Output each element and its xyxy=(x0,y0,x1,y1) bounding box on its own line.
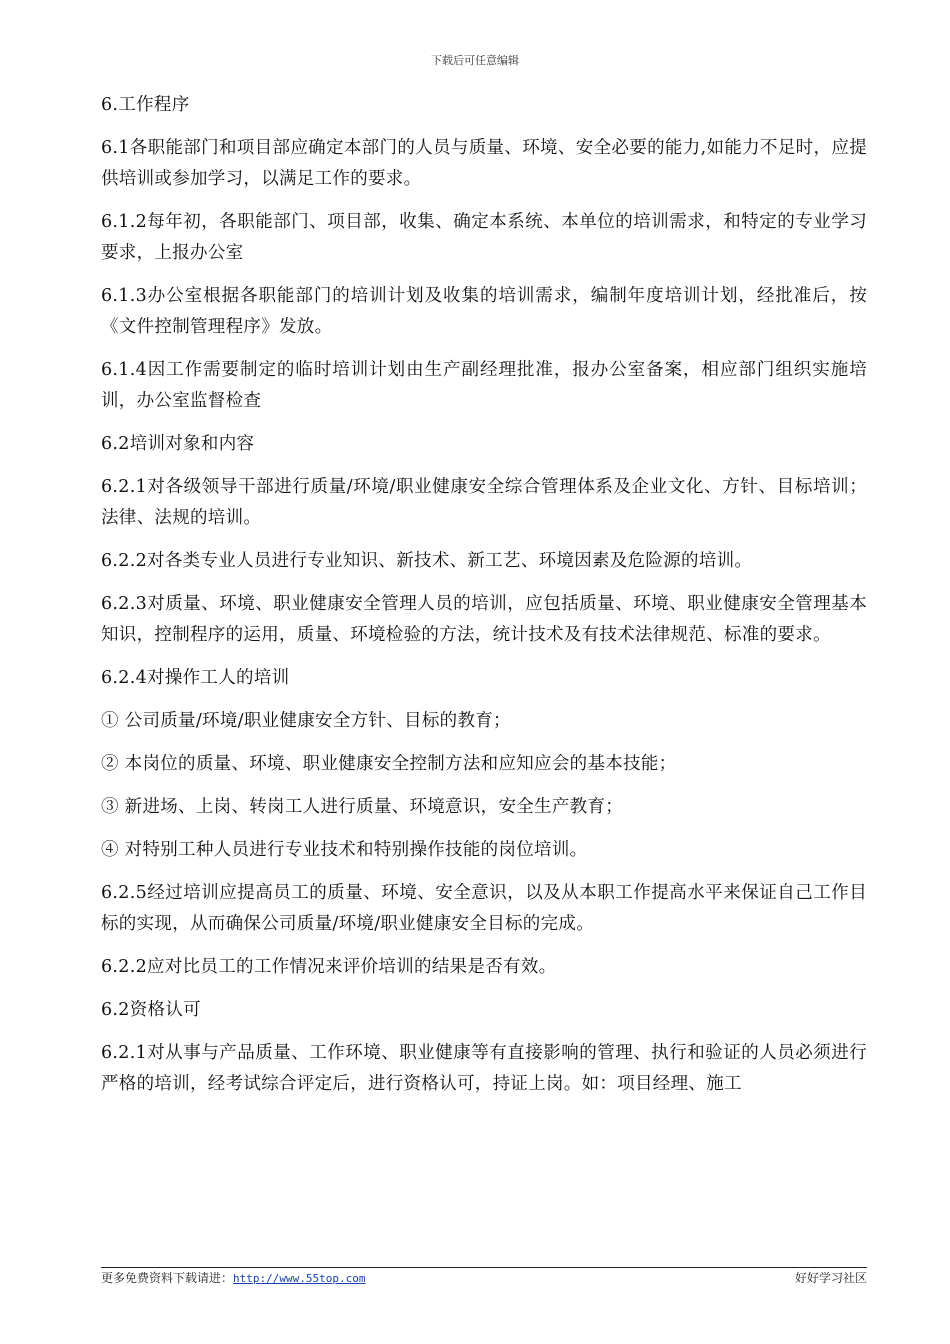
paragraph-6-2-2: 6.2.2对各类专业人员进行专业知识、新技术、新工艺、环境因素及危险源的培训。 xyxy=(101,551,753,571)
section-heading-training-content: 6.2培训对象和内容 xyxy=(101,434,255,454)
list-item-2: ② 本岗位的质量、环境、职业健康安全控制方法和应知应会的基本技能； xyxy=(101,754,677,774)
paragraph-6-1-3: 6.1.3办公室根据各职能部门的培训计划及收集的培训需求，编制年度培训计划，经批准后，按《文件控制管理程序》发放。 xyxy=(101,286,867,337)
footer-community-name: 好好学习社区 xyxy=(794,1271,867,1285)
paragraph-6-2-1: 6.2.1对各级领导干部进行质量/环境/职业健康安全综合管理体系及企业文化、方针、目标培训；法律、法规的培训。 xyxy=(101,477,867,528)
section-heading-qualification: 6.2资格认可 xyxy=(101,1000,201,1020)
paragraph-6-2-3: 6.2.3对质量、环境、职业健康安全管理人员的培训，应包括质量、环境、职业健康安全管理基本知识，控制程序的运用，质量、环境检验的方法，统计技术及有技术法律规范、标准的要求。 xyxy=(101,594,867,645)
paragraph-6-1-4: 6.1.4因工作需要制定的临时培训计划由生产副经理批准，报办公室备案，相应部门组织实施培训，办公室监督检查 xyxy=(101,360,867,411)
footer-left xyxy=(101,1270,365,1287)
list-item-3: ③ 新进场、上岗、转岗工人进行质量、环境意识，安全生产教育； xyxy=(101,797,624,817)
paragraph-6-2-4: 6.2.4对操作工人的培训 xyxy=(101,668,290,688)
paragraph-6-2-5: 6.2.5经过培训应提高员工的质量、环境、安全意识，以及从本职工作提高水平来保证自己工作目标的实现，从而确保公司质量/环境/职业健康安全目标的完成。 xyxy=(101,883,867,934)
section-heading-procedure: 6.工作程序 xyxy=(101,95,190,115)
page-footer xyxy=(101,1270,867,1287)
list-item-1: ① 公司质量/环境/职业健康安全方针、目标的教育； xyxy=(101,711,511,731)
paragraph-6-2-2-evaluation: 6.2.2应对比员工的工作情况来评价培训的结果是否有效。 xyxy=(101,957,557,977)
footer-divider xyxy=(101,1267,867,1268)
paragraph-6-2-1-qualification: 6.2.1对从事与产品质量、工作环境、职业健康等有直接影响的管理、执行和验证的人员必须进行严格的培训，经考试综合评定后，进行资格认可，持证上岗。如：项目经理、施工 xyxy=(101,1043,867,1094)
paragraph-6-1-2: 6.1.2每年初，各职能部门、项目部，收集、确定本系统、本单位的培训需求，和特定的专业学习要求，上报办公室 xyxy=(101,212,867,263)
footer-website-link[interactable]: http://www.55top.com xyxy=(233,1272,366,1285)
list-item-4: ④ 对特别工种人员进行专业技术和特别操作技能的岗位培训。 xyxy=(101,840,588,860)
page-header-note: 下载后可任意编辑 xyxy=(431,54,519,67)
footer-download-label: 更多免费资料下载请进： xyxy=(101,1271,234,1285)
paragraph-6-1: 6.1各职能部门和项目部应确定本部门的人员与质量、环境、安全必要的能力,如能力不足时，应提供培训或参加学习，以满足工作的要求。 xyxy=(101,138,867,189)
document-body xyxy=(101,90,867,1100)
